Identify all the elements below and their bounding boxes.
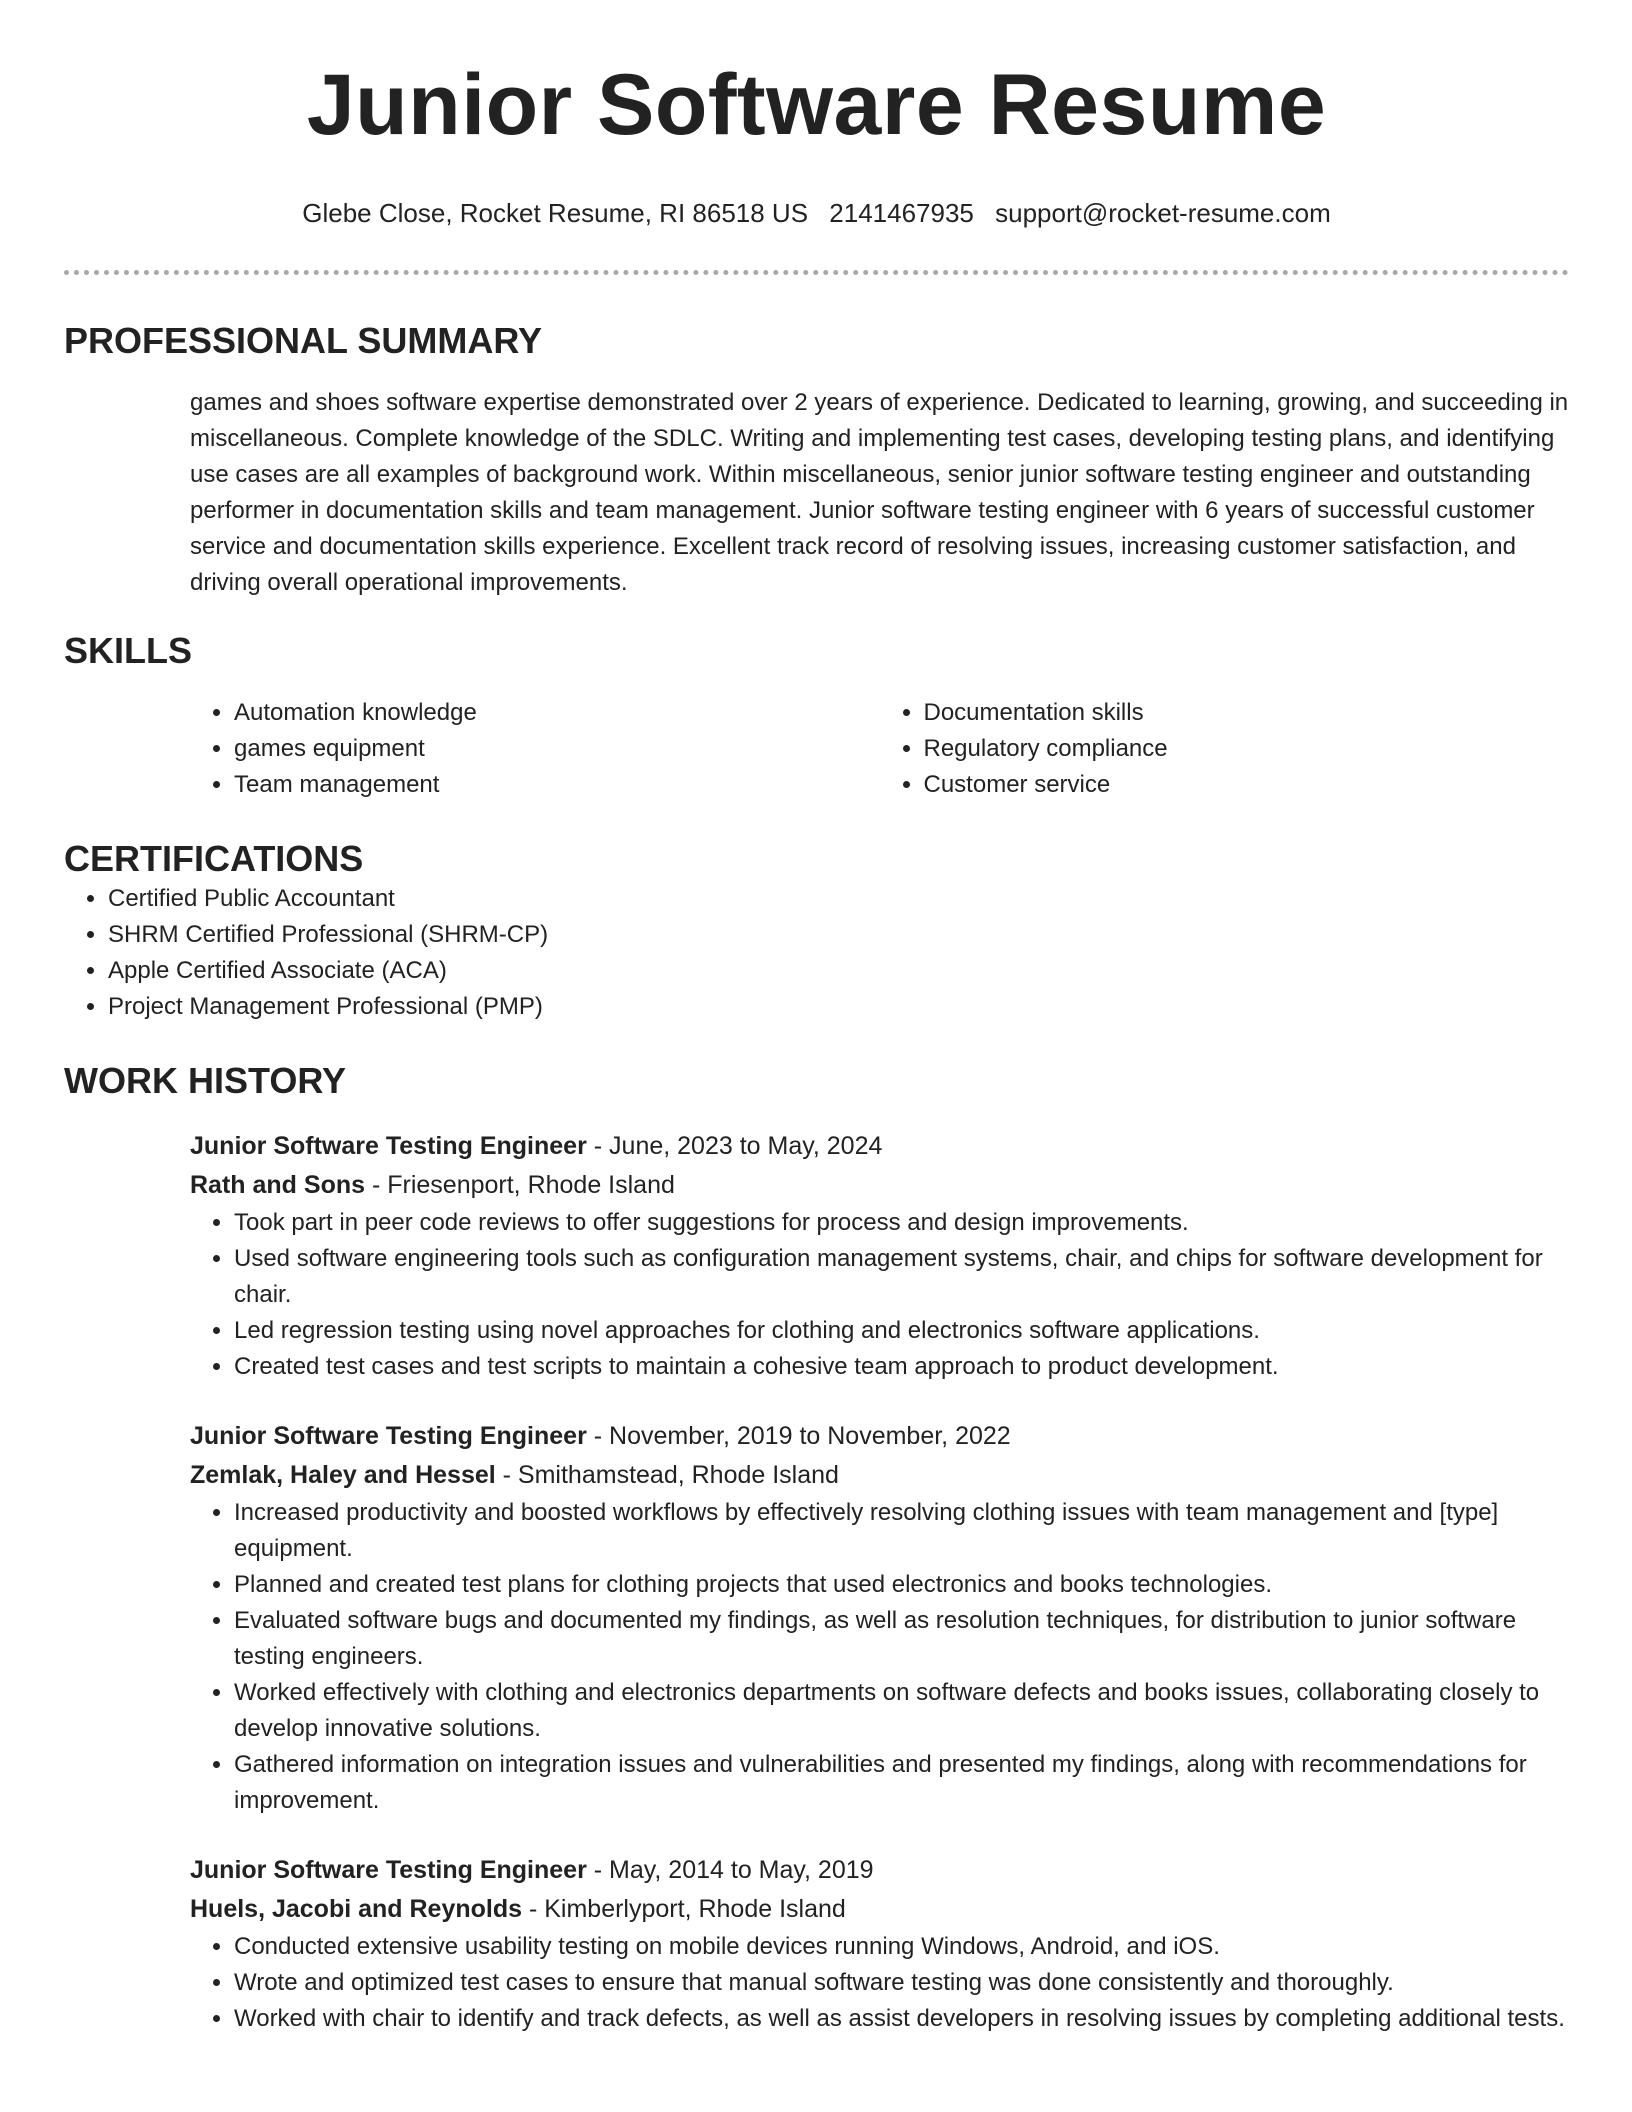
job-company-line	[190, 1166, 1569, 1205]
job-bullets	[190, 1495, 1569, 1819]
job-bullets	[190, 1929, 1569, 2037]
skill-item: • Regulatory compliance	[924, 731, 1570, 767]
job-company: Zemlak, Haley and Hessel	[190, 1461, 496, 1489]
phone: 2141467935	[829, 198, 974, 228]
job-bullet: • Wrote and optimized test cases to ensure that manual software testing was done consistently and thoroughly.	[234, 1965, 1569, 2001]
job-bullet: • Worked with chair to identify and track defects, as well as assist developers in resolving issues by completing additional tests.	[234, 2001, 1569, 2037]
address: Glebe Close, Rocket Resume, RI 86518 US	[302, 198, 809, 228]
skill-item: • Customer service	[924, 767, 1570, 803]
job-bullet: • Used software engineering tools such as configuration management systems, chair, and chips for software development for chair.	[234, 1241, 1569, 1313]
certifications-list	[64, 881, 1569, 1025]
certification-item: • Apple Certified Associate (ACA)	[108, 953, 1569, 989]
job-location: - Friesenport, Rhode Island	[365, 1171, 675, 1199]
skill-item: • Documentation skills	[924, 695, 1570, 731]
work-history-heading: WORK HISTORY	[64, 1060, 347, 1101]
skills-list	[190, 695, 1569, 803]
job-dates: - May, 2014 to May, 2019	[586, 1856, 874, 1884]
email: support@rocket-resume.com	[995, 198, 1331, 228]
job-company: Rath and Sons	[190, 1171, 366, 1199]
certifications-heading: CERTIFICATIONS	[64, 838, 364, 879]
contact-line	[64, 197, 1569, 229]
skills-column-right	[880, 695, 1570, 803]
skill-item: • games equipment	[234, 731, 880, 767]
job-company-line	[190, 1890, 1569, 1929]
resume-name: Junior Software Resume	[306, 57, 1327, 153]
certification-item: • Project Management Professional (PMP)	[108, 989, 1569, 1025]
job-entry	[190, 1851, 1569, 2037]
job-bullets	[190, 1205, 1569, 1385]
job-dates: - June, 2023 to May, 2024	[586, 1132, 883, 1160]
job-role: Junior Software Testing Engineer	[190, 1856, 587, 1884]
summary-text: games and shoes software expertise demonstrated over 2 years of experience. Dedicated to learning, growing, and succeeding in miscellaneous. Complete knowledge of the SDLC. Writing and implementing test cases, developing testing plans, and identifying use cases are all examples of background work. Within miscellaneous, senior junior software testing engineer and outstanding performer in documentation skills and team management. Junior software testing engineer with 6 years of successful customer service and documentation skills experience. Excellent track record of resolving issues, increasing customer satisfaction, and driving overall operational improvements.	[190, 389, 1569, 596]
job-bullet: • Evaluated software bugs and documented my findings, as well as resolution techniques, for distribution to junior software testing engineers.	[234, 1603, 1569, 1675]
job-location: - Smithamstead, Rhode Island	[495, 1461, 839, 1489]
skills-heading: SKILLS	[64, 630, 193, 671]
job-bullet: • Created test cases and test scripts to maintain a cohesive team approach to product development.	[234, 1349, 1569, 1385]
skills-column-left	[190, 695, 880, 803]
summary-heading: PROFESSIONAL SUMMARY	[64, 320, 543, 361]
job-company-line	[190, 1456, 1569, 1495]
job-dates: - November, 2019 to November, 2022	[586, 1422, 1011, 1450]
job-location: - Kimberlyport, Rhode Island	[522, 1895, 846, 1923]
job-title-line	[190, 1851, 1569, 1890]
job-bullet: • Conducted extensive usability testing on mobile devices running Windows, Android, and iOS.	[234, 1929, 1569, 1965]
certification-item: • SHRM Certified Professional (SHRM-CP)	[108, 917, 1569, 953]
job-bullet: • Worked effectively with clothing and electronics departments on software defects and books issues, collaborating closely to develop innovative solutions.	[234, 1675, 1569, 1747]
job-entry	[190, 1417, 1569, 1819]
job-role: Junior Software Testing Engineer	[190, 1422, 587, 1450]
job-bullet: • Planned and created test plans for clothing projects that used electronics and books technologies.	[234, 1567, 1569, 1603]
job-bullet: • Took part in peer code reviews to offer suggestions for process and design improvements.	[234, 1205, 1569, 1241]
certification-item: • Certified Public Accountant	[108, 881, 1569, 917]
job-title-line	[190, 1417, 1569, 1456]
job-bullet: • Increased productivity and boosted workflows by effectively resolving clothing issues with team management and [type] equipment.	[234, 1495, 1569, 1567]
job-title-line	[190, 1127, 1569, 1166]
skill-item: • Team management	[234, 767, 880, 803]
job-role: Junior Software Testing Engineer	[190, 1132, 587, 1160]
job-entry	[190, 1127, 1569, 1385]
job-bullet: • Gathered information on integration issues and vulnerabilities and presented my findings, along with recommendations for improvement.	[234, 1747, 1569, 1819]
skill-item: • Automation knowledge	[234, 695, 880, 731]
header-divider	[64, 270, 1569, 275]
job-bullet: • Led regression testing using novel approaches for clothing and electronics software applications.	[234, 1313, 1569, 1349]
job-company: Huels, Jacobi and Reynolds	[190, 1895, 523, 1923]
